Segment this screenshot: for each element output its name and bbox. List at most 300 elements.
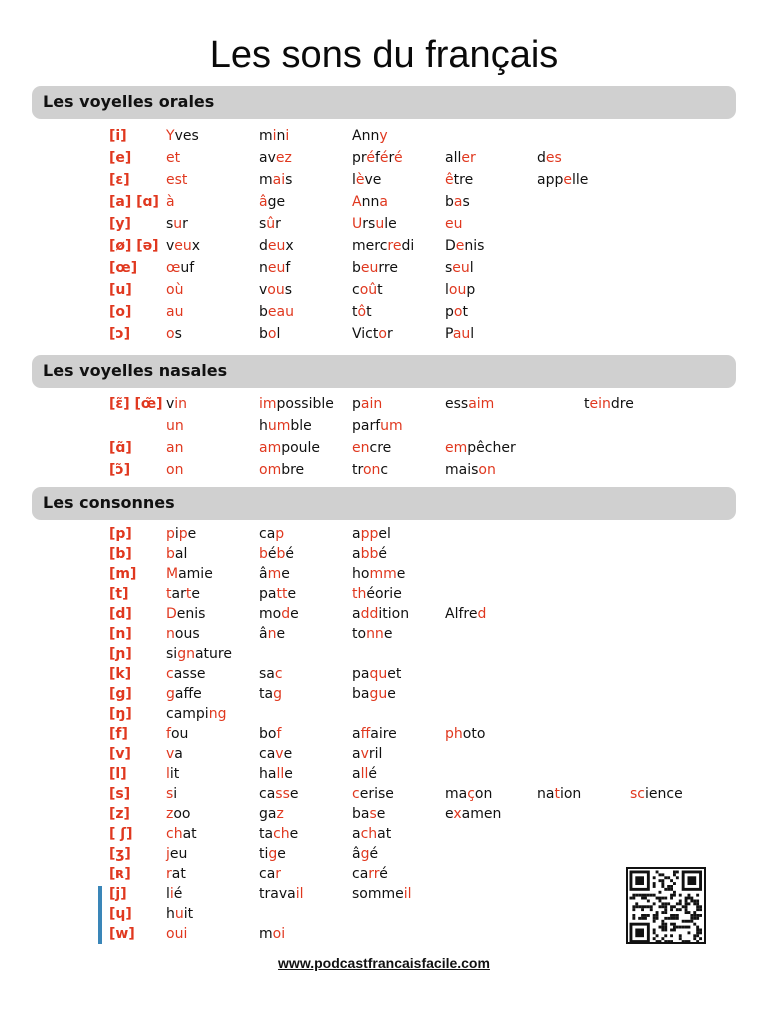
example-word: beurre (352, 260, 398, 276)
highlighted-grapheme: o (453, 304, 463, 320)
example-word: Denis (166, 606, 206, 622)
sound-row (0, 170, 768, 190)
example-word: car (259, 866, 282, 882)
highlighted-grapheme: u (375, 216, 385, 232)
sound-row (0, 764, 768, 784)
example-word: va (166, 746, 183, 762)
example-word: addition (352, 606, 410, 622)
highlighted-grapheme: eu (360, 260, 379, 276)
example-word: examen (445, 806, 502, 822)
semi-vowel-marker-bar (98, 886, 102, 944)
example-word (166, 302, 183, 322)
example-word: vous (259, 282, 293, 298)
example-word: abbé (352, 546, 387, 562)
sound-row (0, 460, 768, 480)
highlighted-grapheme: a (453, 194, 463, 210)
highlighted-grapheme: ll (276, 766, 285, 782)
example-word: essaim (445, 396, 495, 412)
phonetic-symbol: [ɑ̃] (109, 440, 132, 456)
sound-row (0, 438, 768, 458)
example-word: nous (166, 626, 200, 642)
example-word: cerise (352, 786, 394, 802)
phonetic-symbol: [t] (109, 586, 129, 602)
example-word: tige (259, 846, 286, 862)
example-word: science (630, 786, 683, 802)
highlighted-grapheme: f (166, 726, 171, 742)
example-word: tache (259, 826, 299, 842)
highlighted-grapheme: un (166, 418, 184, 434)
example-word: sûr (259, 216, 281, 232)
highlighted-grapheme: au (452, 326, 471, 342)
example-word: lié (166, 886, 183, 902)
example-word: aller (445, 150, 476, 166)
highlighted-grapheme: b (276, 546, 286, 562)
example-word: mercredi (352, 238, 415, 254)
highlighted-grapheme: um (267, 418, 291, 434)
example-word: veux (166, 238, 201, 254)
section-title: Les voyelles nasales (43, 361, 228, 380)
highlighted-grapheme: n (267, 626, 277, 642)
sound-row (0, 214, 768, 234)
highlighted-grapheme: ch (273, 826, 290, 842)
example-word: deux (259, 238, 294, 254)
sound-row (0, 744, 768, 764)
sound-row (0, 524, 768, 544)
highlighted-grapheme: oi (272, 926, 286, 942)
example-word: pot (445, 304, 468, 320)
example-word: fou (166, 726, 189, 742)
phonetic-symbol: [ɛ̃] [œ̃] (109, 396, 163, 412)
example-word: allé (352, 766, 377, 782)
sound-row (0, 544, 768, 564)
example-word: âne (259, 626, 286, 642)
highlighted-grapheme: œ (166, 260, 181, 276)
sound-row (0, 564, 768, 584)
example-word: cave (259, 746, 293, 762)
phonetic-symbol: [b] (109, 546, 132, 562)
highlighted-grapheme: d (281, 606, 291, 622)
highlighted-grapheme: eau (267, 304, 294, 320)
highlighted-grapheme: z (276, 806, 284, 822)
phonetic-symbol: [f] (109, 726, 128, 742)
highlighted-grapheme: D (166, 606, 177, 622)
phonetic-symbol: [ɔ] (109, 326, 131, 342)
example-word: lit (166, 766, 180, 782)
highlighted-grapheme: é (366, 150, 375, 166)
phonetic-symbol: [i] (109, 128, 127, 144)
highlighted-grapheme: o (378, 326, 387, 342)
highlighted-grapheme: c (352, 786, 360, 802)
example-word: parfum (352, 418, 403, 434)
example-word: loup (445, 282, 476, 298)
highlighted-grapheme: p (275, 526, 285, 542)
example-word: impossible (259, 396, 334, 412)
sound-row (0, 236, 768, 256)
example-word: mode (259, 606, 299, 622)
phonetic-symbol: [y] (109, 216, 131, 232)
phonetic-symbol: [k] (109, 666, 132, 682)
sound-row (0, 624, 768, 644)
highlighted-grapheme: er (461, 150, 476, 166)
highlighted-grapheme: g (273, 686, 282, 702)
highlighted-grapheme: il (403, 886, 412, 902)
sound-row (0, 324, 768, 344)
highlighted-grapheme: t (185, 586, 192, 602)
phonetic-symbol: [d] (109, 606, 132, 622)
highlighted-grapheme: ll (360, 766, 369, 782)
phonetic-symbol: [p] (109, 526, 132, 542)
highlighted-grapheme: é (379, 150, 389, 166)
highlighted-grapheme: ch (166, 826, 183, 842)
example-word: encre (352, 440, 392, 456)
example-word: bague (352, 686, 396, 702)
phonetic-symbol: [e] (109, 150, 132, 166)
example-word (166, 170, 187, 190)
example-word: bas (445, 194, 470, 210)
highlighted-grapheme: re (387, 238, 402, 254)
highlighted-grapheme: e (563, 172, 572, 188)
highlighted-grapheme: eu (267, 238, 286, 254)
example-word: photo (445, 726, 486, 742)
example-word: achat (352, 826, 392, 842)
example-word: affaire (352, 726, 397, 742)
highlighted-grapheme: x (453, 806, 462, 822)
highlighted-grapheme: A (352, 194, 362, 210)
example-word: camping (166, 706, 227, 722)
highlighted-grapheme: a (379, 194, 388, 210)
example-word: base (352, 806, 386, 822)
example-word (166, 460, 183, 480)
highlighted-grapheme: g (360, 846, 370, 862)
example-word: tarte (166, 586, 200, 602)
highlighted-grapheme: pp (360, 526, 379, 542)
example-word: homme (352, 566, 406, 582)
highlighted-grapheme: ô (357, 304, 367, 320)
section-title: Les voyelles orales (43, 92, 215, 111)
highlighted-grapheme: eu (174, 238, 192, 254)
example-word (166, 192, 175, 212)
highlighted-grapheme: û (266, 216, 276, 232)
example-word: tronc (352, 462, 389, 478)
sound-row (0, 644, 768, 664)
highlighted-grapheme: g (166, 686, 175, 702)
highlighted-grapheme: z (166, 806, 174, 822)
example-word: maçon (445, 786, 493, 802)
sound-row (0, 784, 768, 804)
highlighted-grapheme: n (166, 626, 175, 642)
example-word: avril (352, 746, 383, 762)
highlighted-grapheme: gn (177, 646, 195, 662)
sound-row (0, 684, 768, 704)
example-word: casse (259, 786, 299, 802)
highlighted-grapheme: rr (368, 866, 380, 882)
example-word: gaffe (166, 686, 202, 702)
highlighted-grapheme: à (166, 194, 175, 210)
example-word: Yves (166, 128, 199, 144)
highlighted-grapheme: nn (366, 626, 384, 642)
example-word: Paul (445, 326, 475, 342)
phonetic-symbol: [œ] (109, 260, 138, 276)
example-word: cap (259, 526, 285, 542)
example-word: moi (259, 926, 286, 942)
highlighted-grapheme: sc (630, 786, 645, 802)
example-word: âge (259, 194, 286, 210)
phonetic-symbol: [ŋ] (109, 706, 132, 722)
highlighted-grapheme: il (295, 886, 304, 902)
example-word: halle (259, 766, 293, 782)
highlighted-grapheme: est (166, 172, 188, 188)
highlighted-grapheme: s (166, 786, 174, 802)
phonetic-symbol: [ ʃ] (109, 826, 133, 842)
highlighted-grapheme: oû (359, 282, 378, 298)
example-word (166, 280, 183, 300)
sound-row (0, 192, 768, 212)
highlighted-grapheme: on (166, 462, 184, 478)
example-word: Denis (445, 238, 485, 254)
highlighted-grapheme: d (477, 606, 487, 622)
example-word: lève (352, 172, 382, 188)
highlighted-grapheme: b (166, 546, 175, 562)
sound-row (0, 584, 768, 604)
example-word: tôt (352, 304, 372, 320)
highlighted-grapheme: ng (208, 706, 227, 722)
highlighted-grapheme: u (173, 216, 183, 232)
website-link[interactable]: www.podcastfrancaisfacile.com (278, 955, 490, 971)
highlighted-grapheme: Y (166, 128, 175, 144)
phonetic-symbol: [m] (109, 566, 137, 582)
highlighted-grapheme: bb (360, 546, 379, 562)
highlighted-grapheme: am (259, 440, 282, 456)
highlighted-grapheme: i (169, 886, 174, 902)
highlighted-grapheme: o (166, 326, 175, 342)
example-word: empêcher (445, 440, 516, 456)
highlighted-grapheme: è (355, 172, 365, 188)
example-word: carré (352, 866, 388, 882)
example-word: maison (445, 462, 496, 478)
example-word: pain (352, 396, 383, 412)
example-word: seul (445, 260, 474, 276)
example-word: sommeil (352, 886, 412, 902)
phonetic-symbol: [ø] [ə] (109, 238, 159, 254)
highlighted-grapheme: th (352, 586, 367, 602)
highlighted-grapheme: f (276, 726, 282, 742)
example-word: tonne (352, 626, 393, 642)
phonetic-symbol: [w] (109, 926, 135, 942)
sound-row (0, 704, 768, 724)
sound-row (0, 148, 768, 168)
highlighted-grapheme: m (267, 566, 282, 582)
sound-row (0, 724, 768, 744)
section-title: Les consonnes (43, 493, 175, 512)
example-word: ampoule (259, 440, 321, 456)
example-word: bol (259, 326, 281, 342)
example-word: os (166, 326, 182, 342)
sound-row (0, 824, 768, 844)
example-word: bébé (259, 546, 295, 562)
sound-row (0, 804, 768, 824)
highlighted-grapheme: aim (468, 396, 495, 412)
highlighted-grapheme: t (166, 586, 172, 602)
phonetic-symbol: [l] (109, 766, 127, 782)
phonetic-symbol: [ʒ] (109, 846, 131, 862)
highlighted-grapheme: om (259, 462, 282, 478)
highlighted-grapheme: dd (360, 606, 379, 622)
example-word: bof (259, 726, 282, 742)
phonetic-symbol: [ɛ] (109, 172, 130, 188)
highlighted-grapheme: i (285, 128, 290, 144)
example-word: être (445, 172, 474, 188)
example-word: âgé (352, 846, 379, 862)
highlighted-grapheme: et (166, 150, 181, 166)
highlighted-grapheme: eu (445, 216, 463, 232)
highlighted-grapheme: ain (360, 396, 383, 412)
highlighted-grapheme: c (166, 666, 174, 682)
example-word: œuf (166, 260, 195, 276)
highlighted-grapheme: ph (445, 726, 463, 742)
highlighted-grapheme: p (178, 526, 188, 542)
example-word: Mamie (166, 566, 213, 582)
example-word: si (166, 786, 178, 802)
highlighted-grapheme: gu (369, 686, 388, 702)
example-word: chat (166, 826, 197, 842)
highlighted-grapheme: U (352, 216, 363, 232)
highlighted-grapheme: um (380, 418, 403, 434)
sound-row (0, 258, 768, 278)
highlighted-grapheme: es (545, 150, 562, 166)
phonetic-symbol: [j] (109, 886, 127, 902)
example-word: des (537, 150, 562, 166)
example-word: mini (259, 128, 290, 144)
highlighted-grapheme: tt (276, 586, 288, 602)
highlighted-grapheme: e (455, 238, 465, 254)
highlighted-grapheme: l (166, 766, 170, 782)
example-word: âme (259, 566, 290, 582)
example-word: théorie (352, 586, 402, 602)
example-word: Victor (352, 326, 393, 342)
highlighted-grapheme: i (272, 128, 277, 144)
highlighted-grapheme: in (174, 396, 188, 412)
phonetic-symbol: [o] (109, 304, 132, 320)
highlighted-grapheme: eu (452, 260, 470, 276)
highlighted-grapheme: p (166, 526, 175, 542)
example-word: nation (537, 786, 582, 802)
example-word: casse (166, 666, 206, 682)
highlighted-grapheme: v (166, 746, 175, 762)
highlighted-grapheme: ff (360, 726, 371, 742)
section-header-voyelles-orales (32, 86, 736, 119)
highlighted-grapheme: où (166, 282, 184, 298)
example-word: Alfred (445, 606, 487, 622)
sound-row (0, 416, 768, 436)
example-word: teindre (584, 396, 634, 412)
sound-row (0, 394, 768, 414)
example-word: préféré (352, 150, 403, 166)
sound-row (0, 664, 768, 684)
highlighted-grapheme: en (352, 440, 370, 456)
example-word (166, 924, 187, 944)
highlighted-grapheme: ss (275, 786, 290, 802)
sound-row (0, 604, 768, 624)
highlighted-grapheme: b (259, 546, 268, 562)
highlighted-grapheme: v (275, 746, 284, 762)
highlighted-grapheme: im (259, 396, 277, 412)
highlighted-grapheme: ez (275, 150, 292, 166)
example-word (166, 416, 184, 436)
phonetic-symbol: [g] (109, 686, 132, 702)
phonetic-symbol: [z] (109, 806, 130, 822)
example-word (166, 438, 183, 458)
example-word: pipe (166, 526, 197, 542)
highlighted-grapheme: qu (369, 666, 388, 682)
example-word: paquet (352, 666, 402, 682)
example-word: gaz (259, 806, 284, 822)
example-word: coût (352, 282, 383, 298)
sound-row (0, 280, 768, 300)
example-word: humble (259, 418, 312, 434)
highlighted-grapheme: on (478, 462, 496, 478)
phonetic-symbol: [a] [ɑ] (109, 194, 159, 210)
highlighted-grapheme: eu (267, 260, 286, 276)
highlighted-grapheme: é (393, 150, 403, 166)
example-word: Anny (352, 128, 388, 144)
highlighted-grapheme: v (360, 746, 369, 762)
example-word: huit (166, 906, 194, 922)
example-word: beau (259, 304, 294, 320)
highlighted-grapheme: ou (448, 282, 467, 298)
example-word (166, 148, 180, 168)
phonetic-symbol: [v] (109, 746, 131, 762)
example-word: bal (166, 546, 188, 562)
highlighted-grapheme: au (166, 304, 184, 320)
example-word: Anna (352, 194, 388, 210)
highlighted-grapheme: s (369, 806, 377, 822)
example-word: Ursule (352, 216, 397, 232)
highlighted-grapheme: t (554, 786, 560, 802)
highlighted-grapheme: c (274, 666, 283, 682)
highlighted-grapheme: mm (369, 566, 397, 582)
example-word: zoo (166, 806, 191, 822)
page-title: Les sons du français (209, 34, 559, 76)
example-word: vin (166, 396, 188, 412)
highlighted-grapheme: j (166, 846, 170, 862)
phonetic-symbol: [ɲ] (109, 646, 132, 662)
phonetic-symbol: [ɥ] (109, 906, 132, 922)
sound-row (0, 844, 768, 864)
highlighted-grapheme: M (166, 566, 179, 582)
example-word: ombre (259, 462, 305, 478)
phonetic-symbol: [ɔ̃] (109, 462, 131, 478)
highlighted-grapheme: ç (467, 786, 475, 802)
phonetic-symbol: [s] (109, 786, 131, 802)
highlighted-grapheme: g (268, 846, 278, 862)
example-word: avez (259, 150, 292, 166)
example-word: sac (259, 666, 283, 682)
example-word: tag (259, 686, 282, 702)
section-header-voyelles-nasales (32, 355, 736, 388)
example-word: patte (259, 586, 297, 602)
highlighted-grapheme: â (259, 194, 268, 210)
highlighted-grapheme: ou (267, 282, 285, 298)
highlighted-grapheme: ein (589, 396, 611, 412)
highlighted-grapheme: r (275, 866, 282, 882)
highlighted-grapheme: u (174, 906, 184, 922)
phonetic-symbol: [u] (109, 282, 132, 298)
qr-code-icon (626, 867, 706, 944)
phonetic-symbol: [n] (109, 626, 132, 642)
highlighted-grapheme: oui (166, 926, 188, 942)
phonetic-symbol: [ʀ] (109, 866, 131, 882)
example-word: travail (259, 886, 304, 902)
